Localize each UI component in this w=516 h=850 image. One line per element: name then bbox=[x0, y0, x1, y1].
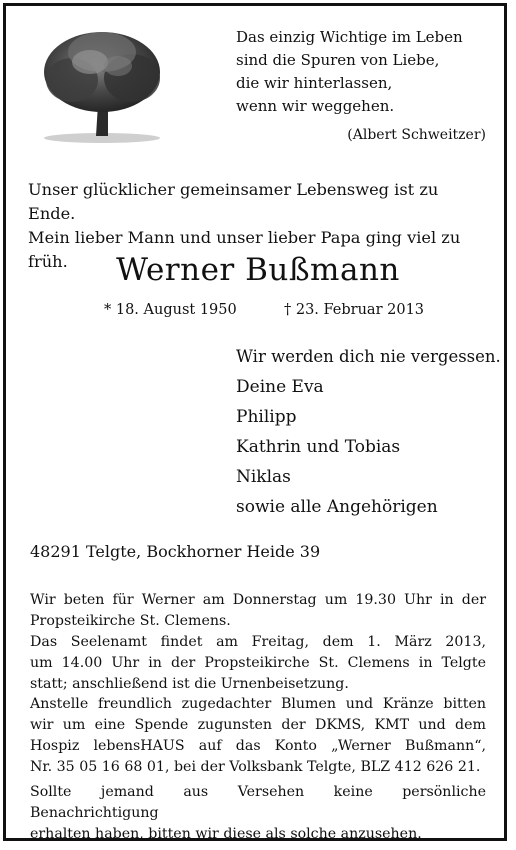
quote-line: sind die Spuren von Liebe, bbox=[236, 51, 440, 69]
notice-line: statt; anschließend ist die Urnenbeisetzung. bbox=[30, 676, 349, 692]
donation-notice bbox=[30, 694, 486, 778]
family-member: Philipp bbox=[236, 407, 297, 427]
farewell-line: Wir werden dich nie vergessen. bbox=[236, 347, 501, 366]
birth-date: * 18. August 1950 bbox=[104, 302, 237, 318]
family-member: Kathrin und Tobias bbox=[236, 437, 401, 457]
notification-notice bbox=[30, 782, 486, 845]
quote-text bbox=[236, 26, 486, 118]
notice-line: Propsteikirche St. Clemens. bbox=[30, 613, 231, 629]
notice-line: Das Seelenamt findet am Freitag, dem 1. März 2013, bbox=[30, 634, 486, 650]
death-date: † 23. Februar 2013 bbox=[284, 302, 425, 318]
quote-line: wenn wir weggehen. bbox=[236, 97, 395, 115]
tree-image bbox=[40, 26, 164, 146]
quote-line: Das einzig Wichtige im Leben bbox=[236, 28, 463, 46]
notice-line: Wir beten für Werner am Donnerstag um 19.30 Uhr in der bbox=[30, 592, 486, 608]
prayer-notice bbox=[30, 590, 486, 632]
notice-line: wir um eine Spende zugunsten der DKMS, KMT und dem bbox=[30, 717, 486, 733]
notice-line: Sollte jemand aus Versehen keine persönliche Benachrichtigung bbox=[30, 784, 486, 821]
family-member: sowie alle Angehörigen bbox=[236, 497, 438, 517]
family-member: Niklas bbox=[236, 467, 291, 487]
intro-line: Mein lieber Mann und unser lieber Papa ging viel zu früh. bbox=[28, 228, 461, 271]
family-list bbox=[236, 372, 438, 522]
deceased-name: Werner Bußmann bbox=[116, 252, 400, 288]
quote-attribution: (Albert Schweitzer) bbox=[347, 127, 486, 143]
quote-line: die wir hinterlassen, bbox=[236, 74, 393, 92]
notice-line: erhalten haben, bitten wir diese als solche anzusehen. bbox=[30, 826, 422, 842]
intro-line: Unser glücklicher gemeinsamer Lebensweg ist zu Ende. bbox=[28, 180, 439, 223]
requiem-notice bbox=[30, 632, 486, 695]
notice-line: Anstelle freundlich zugedachter Blumen und Kränze bitten bbox=[30, 696, 486, 712]
notice-line: Nr. 35 05 16 68 01, bei der Volksbank Telgte, BLZ 412 626 21. bbox=[30, 759, 481, 775]
notice-line: um 14.00 Uhr in der Propsteikirche St. Clemens in Telgte bbox=[30, 655, 486, 671]
address: 48291 Telgte, Bockhorner Heide 39 bbox=[30, 542, 321, 561]
notice-line: Hospiz lebensHAUS auf das Konto „Werner Bußmann“, bbox=[30, 738, 486, 754]
family-member: Deine Eva bbox=[236, 377, 324, 397]
